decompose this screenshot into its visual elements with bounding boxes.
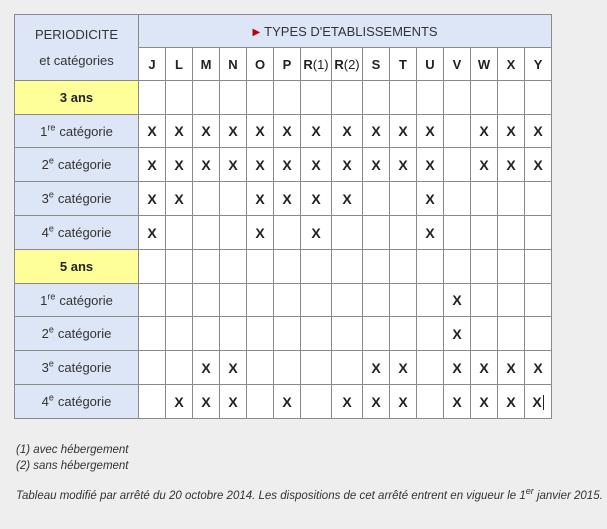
mark-cell: X: [525, 385, 552, 419]
empty-cell: [390, 284, 417, 317]
column-header-v: V: [444, 48, 471, 81]
empty-cell: [247, 81, 274, 115]
group-row: [15, 81, 552, 115]
empty-cell: [417, 284, 444, 317]
mark-cell: X: [301, 115, 332, 148]
mark-cell: X: [193, 351, 220, 385]
empty-cell: [417, 250, 444, 284]
empty-cell: [220, 250, 247, 284]
empty-cell: [417, 81, 444, 115]
empty-cell: [301, 250, 332, 284]
header-corner: [15, 15, 139, 81]
column-header-n: N: [220, 48, 247, 81]
empty-cell: [247, 317, 274, 351]
column-header-p: P: [274, 48, 301, 81]
empty-cell: [444, 81, 471, 115]
mark-cell: X: [471, 148, 498, 182]
category-label: 2e catégorie: [15, 148, 139, 182]
empty-cell: [498, 317, 525, 351]
empty-cell: [247, 385, 274, 419]
mark-cell: X: [301, 216, 332, 250]
empty-cell: [220, 216, 247, 250]
mark-cell: X: [525, 351, 552, 385]
empty-cell: [301, 284, 332, 317]
empty-cell: [525, 250, 552, 284]
empty-cell: [139, 81, 166, 115]
mark-cell: X: [444, 351, 471, 385]
column-header-u: U: [417, 48, 444, 81]
text-cursor: [543, 395, 544, 410]
category-row: [15, 216, 552, 250]
column-header-t: T: [390, 48, 417, 81]
empty-cell: [363, 182, 390, 216]
empty-cell: [274, 81, 301, 115]
empty-cell: [471, 216, 498, 250]
mark-cell: X: [193, 148, 220, 182]
mark-cell: X: [166, 115, 193, 148]
mark-cell: X: [525, 115, 552, 148]
mark-cell: X: [444, 385, 471, 419]
category-row: [15, 182, 552, 216]
empty-cell: [193, 81, 220, 115]
empty-cell: [471, 250, 498, 284]
empty-cell: [139, 351, 166, 385]
empty-cell: [193, 182, 220, 216]
empty-cell: [220, 284, 247, 317]
empty-cell: [332, 81, 363, 115]
empty-cell: [471, 317, 498, 351]
mark-cell: X: [274, 182, 301, 216]
mark-cell: X: [363, 115, 390, 148]
empty-cell: [220, 182, 247, 216]
mark-cell: X: [332, 148, 363, 182]
empty-cell: [332, 351, 363, 385]
corner-title: PERIODICITE: [34, 26, 119, 42]
mark-cell: X: [274, 115, 301, 148]
mark-cell: X: [139, 115, 166, 148]
mark-cell: X: [220, 385, 247, 419]
empty-cell: [525, 182, 552, 216]
types-title: TYPES D'ETABLISSEMENTS: [264, 23, 438, 39]
empty-cell: [363, 81, 390, 115]
empty-cell: [525, 216, 552, 250]
group-label: 5 ans: [15, 250, 139, 284]
mark-cell: X: [390, 148, 417, 182]
mark-cell: X: [220, 148, 247, 182]
column-header-l: L: [166, 48, 193, 81]
empty-cell: [166, 81, 193, 115]
mark-cell: X: [471, 115, 498, 148]
mark-cell: X: [444, 284, 471, 317]
empty-cell: [301, 317, 332, 351]
mark-cell: X: [363, 351, 390, 385]
mark-cell: X: [166, 148, 193, 182]
mark-cell: X: [193, 115, 220, 148]
mark-cell: X: [139, 148, 166, 182]
mark-cell: X: [498, 385, 525, 419]
mark-cell: X: [274, 148, 301, 182]
empty-cell: [301, 81, 332, 115]
mark-cell: X: [220, 115, 247, 148]
empty-cell: [498, 81, 525, 115]
empty-cell: [444, 182, 471, 216]
mark-cell: X: [332, 182, 363, 216]
empty-cell: [139, 317, 166, 351]
category-label: 1re catégorie: [15, 284, 139, 317]
mark-cell: X: [247, 148, 274, 182]
category-row: [15, 351, 552, 385]
column-header-s: S: [363, 48, 390, 81]
empty-cell: [332, 284, 363, 317]
category-row: [15, 115, 552, 148]
mark-cell: X: [471, 351, 498, 385]
mark-cell: X: [417, 115, 444, 148]
empty-cell: [274, 284, 301, 317]
mark-cell: X: [247, 182, 274, 216]
empty-cell: [363, 216, 390, 250]
column-header-j: J: [139, 48, 166, 81]
category-row: [15, 148, 552, 182]
empty-cell: [247, 284, 274, 317]
mark-cell: X: [139, 182, 166, 216]
mark-cell: X: [247, 216, 274, 250]
empty-cell: [166, 250, 193, 284]
mark-cell: X: [417, 148, 444, 182]
empty-cell: [166, 216, 193, 250]
empty-cell: [444, 115, 471, 148]
mark-cell: X: [193, 385, 220, 419]
empty-cell: [390, 81, 417, 115]
mark-cell: X: [498, 148, 525, 182]
empty-cell: [274, 216, 301, 250]
empty-cell: [444, 148, 471, 182]
category-row: [15, 385, 552, 419]
empty-cell: [471, 284, 498, 317]
empty-cell: [193, 216, 220, 250]
mark-cell: X: [417, 216, 444, 250]
mark-cell: X: [498, 115, 525, 148]
mark-cell: X: [332, 115, 363, 148]
empty-cell: [498, 216, 525, 250]
category-row: [15, 317, 552, 351]
column-header-r2: R(2): [332, 48, 363, 81]
empty-cell: [417, 385, 444, 419]
empty-cell: [498, 250, 525, 284]
empty-cell: [247, 250, 274, 284]
mark-cell: X: [166, 182, 193, 216]
mark-cell: X: [139, 216, 166, 250]
column-header-y: Y: [525, 48, 552, 81]
empty-cell: [166, 351, 193, 385]
mark-cell: X: [390, 115, 417, 148]
mark-cell: X: [247, 115, 274, 148]
empty-cell: [166, 284, 193, 317]
mark-cell: X: [444, 317, 471, 351]
empty-cell: [274, 351, 301, 385]
column-header-x: X: [498, 48, 525, 81]
empty-cell: [139, 250, 166, 284]
empty-cell: [301, 385, 332, 419]
empty-cell: [525, 317, 552, 351]
mark-cell: X: [417, 182, 444, 216]
empty-cell: [166, 317, 193, 351]
column-header-o: O: [247, 48, 274, 81]
empty-cell: [444, 216, 471, 250]
footnotes: [16, 442, 603, 504]
empty-cell: [274, 317, 301, 351]
empty-cell: [390, 216, 417, 250]
column-header-r1: R(1): [301, 48, 332, 81]
empty-cell: [444, 250, 471, 284]
mark-cell: X: [390, 385, 417, 419]
group-label: 3 ans: [15, 81, 139, 115]
mark-cell: X: [301, 182, 332, 216]
category-label: 3e catégorie: [15, 182, 139, 216]
mark-cell: X: [525, 148, 552, 182]
footnote-2: (2) sans hébergement: [16, 460, 129, 472]
empty-cell: [417, 317, 444, 351]
mark-cell: X: [498, 351, 525, 385]
empty-cell: [525, 284, 552, 317]
empty-cell: [332, 317, 363, 351]
mark-cell: X: [220, 351, 247, 385]
category-label: 4e catégorie: [15, 385, 139, 419]
empty-cell: [193, 284, 220, 317]
mark-cell: X: [301, 148, 332, 182]
empty-cell: [390, 317, 417, 351]
footnote-1: (1) avec hébergement: [16, 444, 129, 456]
mark-cell: X: [166, 385, 193, 419]
empty-cell: [139, 385, 166, 419]
mark-cell: X: [274, 385, 301, 419]
empty-cell: [193, 317, 220, 351]
empty-cell: [193, 250, 220, 284]
corner-subtitle: et catégories: [39, 52, 114, 68]
empty-cell: [363, 317, 390, 351]
category-label: 1re catégorie: [15, 115, 139, 148]
mark-cell: X: [332, 385, 363, 419]
empty-cell: [471, 81, 498, 115]
empty-cell: [332, 216, 363, 250]
empty-cell: [390, 182, 417, 216]
empty-cell: [471, 182, 498, 216]
empty-cell: [332, 250, 363, 284]
mark-cell: X: [471, 385, 498, 419]
category-label: 2e catégorie: [15, 317, 139, 351]
empty-cell: [301, 351, 332, 385]
modification-note: Tableau modifié par arrêté du 20 octobre 2014. Les dispositions de cet arrêté entrent en vigueur le 1er janvier 2015.: [16, 486, 603, 502]
empty-cell: [139, 284, 166, 317]
empty-cell: [498, 182, 525, 216]
group-row: [15, 250, 552, 284]
category-label: 4e catégorie: [15, 216, 139, 250]
empty-cell: [417, 351, 444, 385]
empty-cell: [390, 250, 417, 284]
category-row: [15, 284, 552, 317]
empty-cell: [220, 81, 247, 115]
empty-cell: [363, 284, 390, 317]
column-header-w: W: [471, 48, 498, 81]
mark-cell: X: [363, 385, 390, 419]
empty-cell: [220, 317, 247, 351]
column-header-m: M: [193, 48, 220, 81]
empty-cell: [247, 351, 274, 385]
empty-cell: [274, 250, 301, 284]
types-header: [139, 15, 552, 48]
empty-cell: [498, 284, 525, 317]
empty-cell: [363, 250, 390, 284]
mark-cell: X: [363, 148, 390, 182]
triangle-right-icon: ▶: [252, 26, 261, 38]
empty-cell: [525, 81, 552, 115]
periodicity-table: [14, 14, 552, 419]
mark-cell: X: [390, 351, 417, 385]
category-label: 3e catégorie: [15, 351, 139, 385]
